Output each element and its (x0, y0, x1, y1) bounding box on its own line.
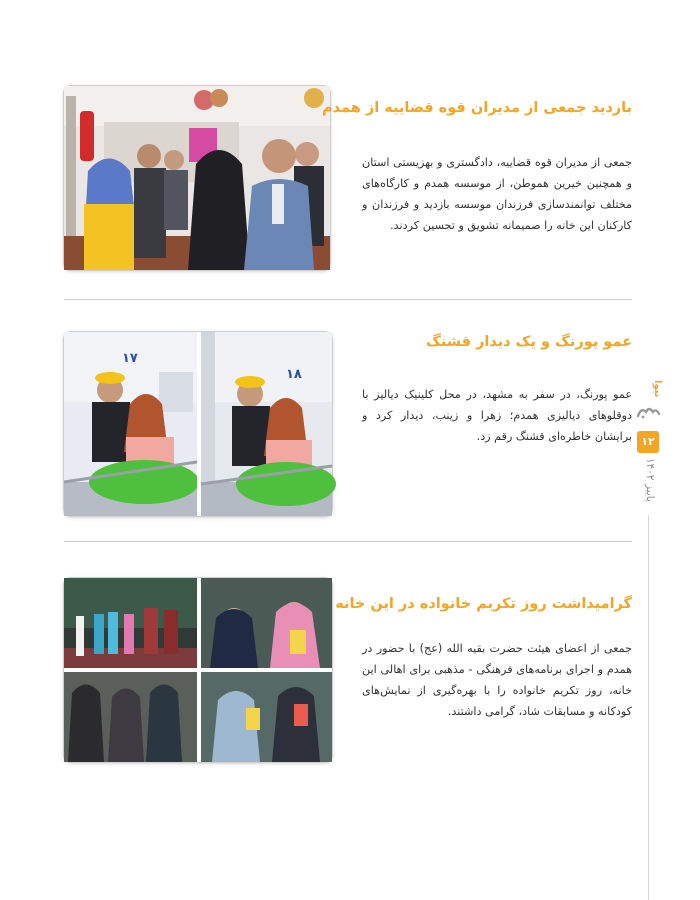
article-body: جمعی از مدیران قوه قضاییه، دادگستری و بهزیستی استان و همچنین خیرین هموطن، از موسسه همدم و کارگاه‌های مختلف توانمندسازی فرزندان موسسه بازدید و فرزندان و کارکنان این خانه را صمیمانه تشویق و تحسین کردند. (362, 156, 632, 232)
article-title: بازدید جمعی از مدیران قوه قضاییه از همدم (322, 100, 632, 116)
section-divider (64, 541, 632, 542)
article-title: گرامیداشت روز تکریم خانواده در این خانه (335, 596, 632, 612)
article-photo-family-day (64, 578, 332, 762)
room-number-label: ۱۸ (286, 367, 302, 382)
issue-date: پاییز ۱۴۰۲ (644, 458, 656, 502)
magazine-logo-icon (635, 404, 661, 420)
article-amoo-pourang (64, 332, 632, 516)
article-body: جمعی از اعضای هیئت حضرت بقیه الله (عج) با حضور در همدم و اجرای برنامه‌های فرهنگی - مذهبی برای اهالی این خانه، روز تکریم خانواده را با بهره‌گیری از نمایش‌های کودکانه و مسابقات شاد، گرامی داشتند. (362, 642, 632, 718)
article-family-day (64, 578, 632, 762)
article-text-column (335, 594, 632, 722)
article-text-column (362, 332, 632, 447)
article-body: عمو پورنگ، در سفر به مشهد، در محل کلینیک دیالیز با دوقلوهای دیالیزی همدم؛ زهرا و زینب، دیدار کرد و برایشان خاطره‌ای قشنگ رقم زد. (362, 388, 632, 443)
section-divider (64, 299, 632, 300)
article-photo-amoo-pourang (64, 332, 332, 516)
page-number-badge: ۱۲ (637, 431, 659, 453)
article-text-column (322, 98, 632, 236)
article-title: عمو پورنگ و یک دیدار قشنگ (425, 334, 632, 350)
margin-rule (648, 515, 649, 900)
article-judiciary-visit (64, 86, 632, 270)
room-number-label: ۱۷ (122, 351, 138, 366)
article-photo-judiciary-visit (64, 86, 330, 270)
magazine-name (641, 376, 661, 398)
svg-text:نیوا: نیوا (652, 380, 663, 398)
